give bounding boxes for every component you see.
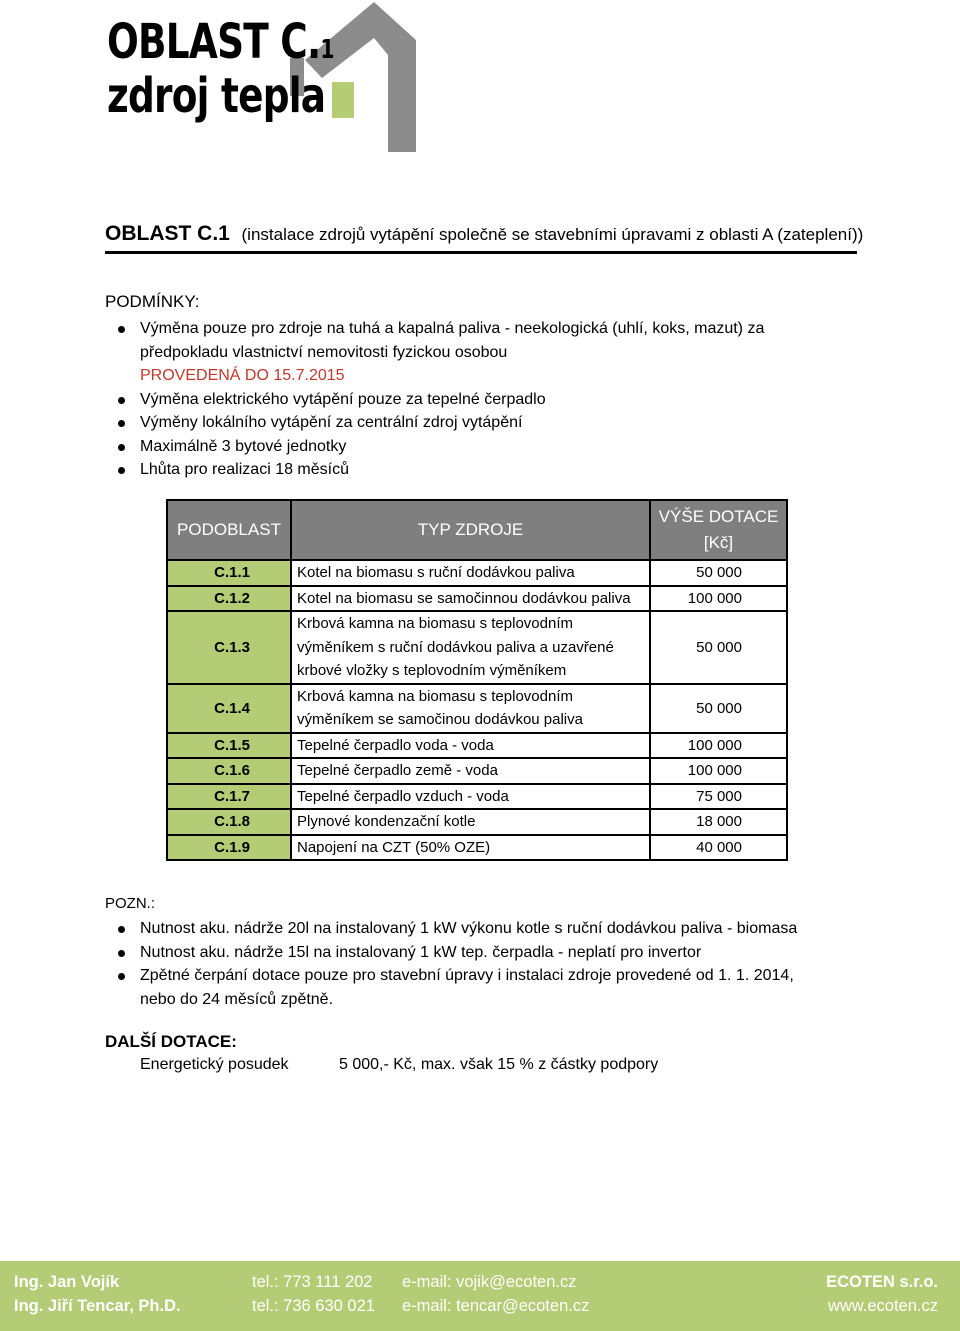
row-amount: 40 000 xyxy=(650,835,787,861)
conditions-list xyxy=(105,317,805,482)
logo xyxy=(100,0,420,160)
list-item: Lhůta pro realizaci 18 měsíců xyxy=(105,458,805,482)
deadline-note: PROVEDENÁ DO 15.7.2015 xyxy=(140,367,345,384)
row-code: C.1.4 xyxy=(167,684,291,733)
row-code: C.1.1 xyxy=(167,560,291,586)
footer-name-2: Ing. Jiří Tencar, Ph.D. xyxy=(14,1297,181,1315)
footer-tel-1: tel.: 773 111 202 xyxy=(252,1273,373,1291)
list-item: Výměna elektrického vytápění pouze za tepelné čerpadlo xyxy=(105,388,805,412)
table-row xyxy=(167,758,787,784)
row-code: C.1.3 xyxy=(167,611,291,684)
row-type: Krbová kamna na biomasu s teplovodním výměníkem se samočinou dodávkou paliva xyxy=(291,684,650,733)
row-code: C.1.2 xyxy=(167,586,291,612)
footer-email-1[interactable]: e-mail: vojik@ecoten.cz xyxy=(402,1273,577,1291)
list-item: Výměny lokálního vytápění za centrální zdroj vytápění xyxy=(105,411,805,435)
notes-label: POZN.: xyxy=(105,895,156,912)
section-heading xyxy=(105,222,863,246)
table-header-row xyxy=(167,500,787,560)
logo-line2: zdroj tepla xyxy=(107,68,326,124)
column-header-amount: VÝŠE DOTACE [Kč] xyxy=(650,500,787,560)
row-code: C.1.6 xyxy=(167,758,291,784)
column-header-type: TYP ZDROJE xyxy=(291,500,650,560)
list-item: Nutnost aku. nádrže 15l na instalovaný 1 kW tep. čerpadla - neplatí pro invertor xyxy=(105,941,830,965)
conditions-label: PODMÍNKY: xyxy=(105,292,200,311)
column-header-code: PODOBLAST xyxy=(167,500,291,560)
table-row xyxy=(167,835,787,861)
list-item: Zpětné čerpání dotace pouze pro stavební úpravy i instalaci zdroje provedené od 1. 1. 2014, nebo do 24 měsíců zpětně. xyxy=(105,964,830,1011)
other-subsidies-label: DALŠÍ DOTACE: xyxy=(105,1032,237,1051)
row-code: C.1.8 xyxy=(167,809,291,835)
row-type: Tepelné čerpadlo země - voda xyxy=(291,758,650,784)
footer-tel-2: tel.: 736 630 021 xyxy=(252,1297,375,1315)
row-type: Napojení na CZT (50% OZE) xyxy=(291,835,650,861)
row-type: Krbová kamna na biomasu s teplovodním výměníkem s ruční dodávkou paliva a uzavřené krbové vložky s teplovodním výměníkem xyxy=(291,611,650,684)
other-item-name: Energetický posudek xyxy=(140,1056,289,1073)
footer xyxy=(0,1261,960,1331)
notes-list xyxy=(105,917,830,1011)
row-amount: 18 000 xyxy=(650,809,787,835)
footer-email-2[interactable]: e-mail: tencar@ecoten.cz xyxy=(402,1297,590,1315)
row-amount: 100 000 xyxy=(650,586,787,612)
row-amount: 75 000 xyxy=(650,784,787,810)
table-row xyxy=(167,560,787,586)
row-type: Plynové kondenzační kotle xyxy=(291,809,650,835)
list-item: Výměna pouze pro zdroje na tuhá a kapalná paliva - neekologická (uhlí, koks, mazut) za předpokladu vlastnictví nemovitosti fyzickou osobou PROVEDENÁ DO 15.7.2015 xyxy=(105,317,805,388)
table-row xyxy=(167,611,787,684)
row-amount: 100 000 xyxy=(650,758,787,784)
row-code: C.1.9 xyxy=(167,835,291,861)
row-code: C.1.7 xyxy=(167,784,291,810)
subsidy-table xyxy=(166,499,788,861)
row-type: Tepelné čerpadlo voda - voda xyxy=(291,733,650,759)
row-code: C.1.5 xyxy=(167,733,291,759)
row-amount: 100 000 xyxy=(650,733,787,759)
list-item: Nutnost aku. nádrže 20l na instalovaný 1 kW výkonu kotle s ruční dodávkou paliva - biomasa xyxy=(105,917,830,941)
footer-web-link[interactable]: www.ecoten.cz xyxy=(827,1297,938,1315)
house-window-accent xyxy=(332,82,354,118)
table-row xyxy=(167,809,787,835)
other-item-value: 5 000,- Kč, max. však 15 % z částky podpory xyxy=(339,1056,659,1073)
table-row xyxy=(167,586,787,612)
section-code: OBLAST C.1 xyxy=(105,222,230,245)
row-amount: 50 000 xyxy=(650,560,787,586)
heading-divider xyxy=(105,251,857,254)
footer-name-1: Ing. Jan Vojík xyxy=(14,1273,120,1291)
section-description: (instalace zdrojů vytápění společně se stavebními úpravami z oblasti A (zateplení)) xyxy=(241,225,864,244)
logo-line1: OBLAST C.1 xyxy=(107,14,334,70)
footer-company: ECOTEN s.r.o. xyxy=(826,1273,938,1291)
row-type: Tepelné čerpadlo vzduch - voda xyxy=(291,784,650,810)
list-item: Maximálně 3 bytové jednotky xyxy=(105,435,805,459)
table-row xyxy=(167,733,787,759)
row-amount: 50 000 xyxy=(650,684,787,733)
row-type: Kotel na biomasu s ruční dodávkou paliva xyxy=(291,560,650,586)
row-type: Kotel na biomasu se samočinnou dodávkou paliva xyxy=(291,586,650,612)
table-row xyxy=(167,784,787,810)
table-row xyxy=(167,684,787,733)
row-amount: 50 000 xyxy=(650,611,787,684)
